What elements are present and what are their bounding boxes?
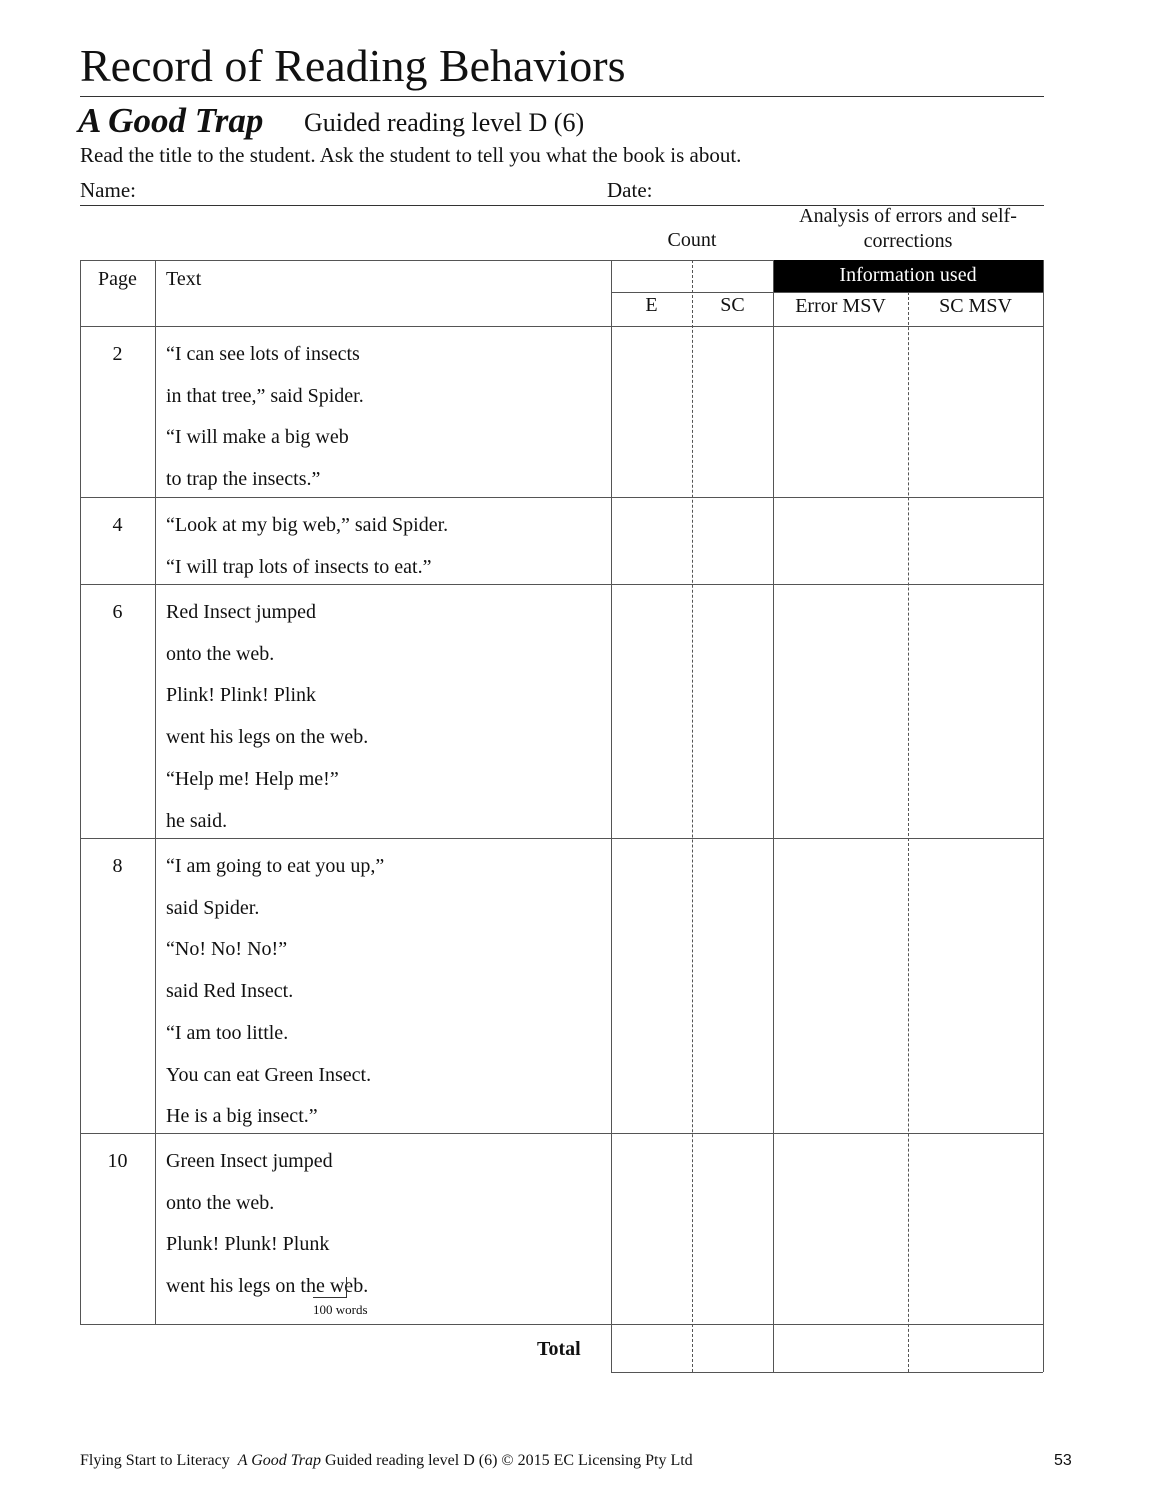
row-divider (80, 838, 1043, 839)
msv-divider (908, 292, 909, 1372)
title-rule (80, 96, 1044, 97)
text-line: Red Insect jumped (166, 601, 316, 623)
table-right-border (1043, 260, 1044, 1372)
text-line: Plunk! Plunk! Plunk (166, 1233, 330, 1256)
word-count-bar (346, 1277, 347, 1298)
e-sc-divider (692, 260, 693, 1372)
page-number-cell: 2 (112, 343, 123, 365)
text-line: went his legs on the web. (166, 726, 369, 749)
text-line: “I will trap lots of insects to eat.” (166, 555, 432, 578)
text-line: to trap the insects.” (166, 468, 321, 491)
count-column-border (611, 260, 612, 1372)
reading-level: Guided reading level D (6) (304, 108, 585, 137)
word-count-underline (313, 1297, 347, 1298)
text-line: Green Insect jumped (166, 1150, 333, 1172)
row-divider (80, 497, 1043, 498)
page-number-cell: 8 (112, 855, 123, 877)
total-row-bottom (611, 1372, 1043, 1373)
text-line: in that tree,” said Spider. (166, 384, 364, 407)
text-line: onto the web. (166, 642, 275, 665)
page-number-cell: 4 (112, 514, 123, 536)
text-line: Plink! Plink! Plink (166, 684, 317, 707)
error-msv-column-header: Error MSV (795, 295, 886, 317)
text-line: “I am too little. (166, 1021, 289, 1044)
page-number-cell: 10 (107, 1150, 128, 1172)
footer-book-title: A Good Trap (237, 1452, 322, 1469)
analysis-column-border (773, 260, 774, 1372)
text-line: You can eat Green Insect. (166, 1063, 372, 1086)
analysis-heading: Analysis of errors and self-corrections (799, 205, 1017, 252)
text-line: said Spider. (166, 896, 260, 919)
footer-suffix: Guided reading level D (6) © 2015 EC Licensing Pty Ltd (325, 1452, 693, 1469)
total-label: Total (537, 1338, 581, 1360)
text-line: onto the web. (166, 1191, 275, 1214)
instructions: Read the title to the student. Ask the student to tell you what the book is about. (80, 143, 742, 167)
row-divider (80, 326, 1043, 327)
page-column-border (155, 260, 156, 1324)
page-column-header: Page (98, 268, 137, 290)
sc-msv-column-header: SC MSV (939, 295, 1012, 317)
count-heading: Count (667, 229, 717, 251)
text-line: “I will make a big web (166, 426, 349, 449)
table-top-border (80, 260, 773, 261)
e-column-header: E (645, 294, 658, 316)
footer-prefix: Flying Start to Literacy (80, 1452, 230, 1469)
text-line: “I can see lots of insects (166, 343, 360, 365)
row-divider (80, 1324, 1043, 1325)
sc-column-header: SC (720, 294, 745, 316)
row-divider (80, 584, 1043, 585)
name-label: Name: (80, 178, 136, 202)
page-title: Record of Reading Behaviors (80, 40, 626, 91)
text-line: went his legs on the web. (166, 1275, 369, 1298)
text-line: he said. (166, 809, 228, 832)
text-line: “No! No! No!” (166, 938, 288, 961)
text-line: “Help me! Help me!” (166, 767, 339, 790)
page-number-cell: 6 (112, 601, 123, 623)
text-line: “Look at my big web,” said Spider. (166, 514, 449, 536)
word-count-marker: 100 words (313, 1302, 368, 1317)
page-number: 53 (1054, 1452, 1072, 1469)
date-label: Date: (607, 178, 653, 202)
text-line: said Red Insect. (166, 980, 294, 1003)
text-line: He is a big insect.” (166, 1105, 318, 1128)
text-column-header: Text (166, 268, 202, 290)
footer (80, 1452, 693, 1470)
book-title: A Good Trap (78, 101, 264, 140)
information-used-heading: Information used (773, 260, 1043, 292)
subheader-divider (611, 292, 1043, 293)
text-line: “I am going to eat you up,” (166, 855, 385, 877)
row-divider (80, 1133, 1043, 1134)
